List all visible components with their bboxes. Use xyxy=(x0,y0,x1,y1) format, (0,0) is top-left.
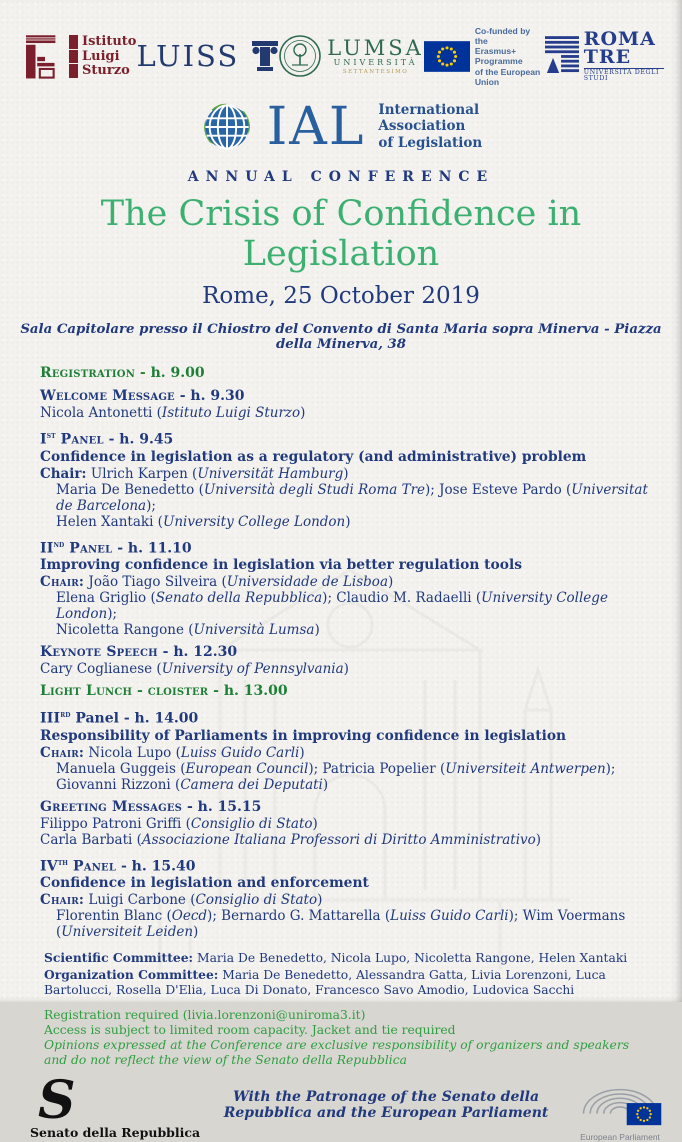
luiss-column-icon xyxy=(252,41,278,71)
sturzo-line-1: Istituto xyxy=(69,35,136,49)
speaker-line xyxy=(40,405,648,421)
speaker-line xyxy=(40,622,648,638)
text-segment: University College London xyxy=(56,590,608,623)
conference-title: The Crisis of Confidence in Legislation xyxy=(100,193,582,274)
text-segment: Keynote Speech xyxy=(40,644,158,661)
session-header xyxy=(40,854,648,876)
senato-monogram-icon: S xyxy=(38,1069,76,1131)
logo-lumsa xyxy=(278,34,424,78)
text-segment: ) xyxy=(535,831,542,848)
program-entry xyxy=(40,644,648,677)
ep-hemicycle-icon xyxy=(572,1079,668,1131)
ial-globe-icon xyxy=(200,100,254,154)
text-segment: ) xyxy=(312,815,318,832)
text-segment: Luiss Guido Carli xyxy=(180,744,300,761)
conference-venue: Sala Capitolare presso il Chiostro del Convento di Santa Maria sopra Minerva - Piazza della Minerva, 38 xyxy=(20,321,662,352)
ial-name-line-3: of Legislation xyxy=(378,135,483,152)
text-segment: Senato della Repubblica xyxy=(155,590,323,607)
senato-logo xyxy=(30,1069,201,1141)
eu-line-2: Erasmus+ Programme xyxy=(474,46,523,67)
program-entry xyxy=(40,427,648,530)
text-segment: Oecd xyxy=(171,908,208,925)
text-segment: ); xyxy=(146,497,156,514)
text-segment: th xyxy=(57,856,68,867)
text-segment: Helen Xantaki ( xyxy=(56,513,163,530)
lumsa-anniversary: SETTANTESIMO xyxy=(342,68,409,75)
lumsa-sub: UNIVERSITÀ xyxy=(333,58,418,68)
session-title: Responsibility of Parliaments in improving confidence in legislation xyxy=(40,727,567,744)
text-segment: ); xyxy=(605,760,616,777)
text-segment: rd xyxy=(60,709,71,720)
text-segment: Università Lumsa xyxy=(193,622,315,639)
text-segment: ); Patricia Popelier ( xyxy=(308,760,446,777)
program-entry xyxy=(40,536,648,639)
sturzo-label xyxy=(69,34,136,79)
sturzo-line-3: Sturzo xyxy=(69,64,136,78)
romatre-name-1: ROMA xyxy=(583,28,656,51)
text-segment: - xyxy=(132,683,148,700)
speaker-line xyxy=(40,574,648,590)
text-segment: - h. 9.45 xyxy=(103,431,174,448)
scientific-committee-line xyxy=(44,950,652,967)
text-segment: II xyxy=(40,540,54,557)
eu-flag-icon xyxy=(424,41,470,72)
session-header xyxy=(40,706,648,728)
session-header xyxy=(40,536,648,558)
notes xyxy=(44,1008,652,1068)
text-segment: Panel xyxy=(55,431,104,448)
session-header xyxy=(40,365,648,382)
text-segment: Greeting Messages xyxy=(40,798,183,815)
program-entry xyxy=(40,854,648,941)
text-segment: Registration xyxy=(40,364,136,381)
speaker-line xyxy=(40,661,648,677)
speaker-line xyxy=(40,514,648,530)
eu-cofunded-label xyxy=(475,26,545,87)
text-segment: Chair: xyxy=(40,744,85,761)
text-segment: - h. 9.30 xyxy=(174,387,245,404)
session-header xyxy=(40,644,648,661)
text-segment: Maria De Benedetto ( xyxy=(56,481,204,498)
text-segment: IV xyxy=(40,858,58,875)
text-segment: Chair: xyxy=(40,892,85,909)
text-segment: Consiglio di Stato xyxy=(195,892,318,909)
session-header xyxy=(40,683,648,700)
committees xyxy=(44,950,652,999)
program-entry xyxy=(40,706,648,793)
text-segment: ) xyxy=(343,465,349,482)
text-segment: University of Pennsylvania xyxy=(161,661,344,678)
ial-name-line-1: International xyxy=(378,101,480,118)
text-segment: Università degli Studi Roma Tre xyxy=(203,481,426,498)
text-segment: ) xyxy=(300,404,306,421)
text-segment: ) xyxy=(388,574,394,591)
ial-logo-block xyxy=(0,96,682,157)
text-segment: ) xyxy=(343,661,349,678)
session-header xyxy=(40,799,648,816)
session-title: Improving confidence in legislation via better regulation tools xyxy=(40,557,522,574)
text-segment: ); Wim Voermans ( xyxy=(56,908,626,941)
text-segment: Universiteit Leiden xyxy=(61,924,194,941)
speaker-line xyxy=(40,482,648,514)
text-segment: Filippo Patroni Griffi ( xyxy=(40,815,191,832)
text-segment: Welcome Message xyxy=(40,387,175,404)
lumsa-seal-icon xyxy=(278,34,322,78)
sturzo-line-2: Luigi xyxy=(69,50,136,64)
speaker-line xyxy=(40,816,648,832)
text-segment: Universidade de Lisboa xyxy=(226,574,388,591)
text-segment: ) xyxy=(193,924,199,941)
text-segment: Consiglio di Stato xyxy=(190,815,313,832)
text-segment: ) xyxy=(322,776,329,793)
patronage-text: With the Patronage of the Senato della Repubblica and the European Parliament xyxy=(223,1088,549,1121)
text-segment: Chair: xyxy=(40,574,85,591)
text-segment: Florentin Blanc ( xyxy=(56,908,172,925)
sturzo-mark-icon xyxy=(26,32,64,80)
program-entry xyxy=(40,799,648,848)
text-segment: ); Claudio M. Radaelli ( xyxy=(322,590,482,607)
text-segment: ) xyxy=(345,513,351,530)
text-segment: Luiss Guido Carli xyxy=(390,908,509,925)
text-segment: Giovanni Rizzoni ( xyxy=(56,776,181,793)
luiss-label: LUISS xyxy=(136,39,240,74)
text-segment: ) xyxy=(299,744,305,761)
ial-acronym: IAL xyxy=(266,96,366,157)
text-segment: ) xyxy=(314,622,320,639)
text-segment: - h. 15.40 xyxy=(116,858,196,875)
text-segment: I xyxy=(40,431,47,448)
text-segment: Associazione Italiana Professori di Diritto Amministrativo xyxy=(141,831,536,848)
text-segment: - h. 9.00 xyxy=(135,364,205,381)
logo-eu-cofunded xyxy=(424,26,545,87)
text-segment: Universiteit Antwerpen xyxy=(445,760,606,777)
text-segment: III xyxy=(40,710,61,727)
patronage-footer xyxy=(30,1069,668,1142)
eu-line-3: of the European Union xyxy=(474,66,541,87)
program-entry xyxy=(40,683,648,700)
text-segment: ) xyxy=(317,892,323,909)
text-segment: - h. 13.00 xyxy=(208,683,288,700)
ial-name-line-2: Association xyxy=(378,118,466,135)
disclaimer-note: Opinions expressed at the Conference are exclusive responsibility of organizers and speakers and do not reflect the view of the Senato della Repubblica xyxy=(44,1037,630,1067)
lumsa-label-block xyxy=(327,37,424,75)
romatre-name-2: TRE xyxy=(583,45,632,68)
text-segment: Carla Barbati ( xyxy=(40,831,142,848)
speaker-line xyxy=(40,777,648,793)
text-segment: Universitat de Barcelona xyxy=(56,481,648,514)
text-segment: Light Lunch xyxy=(40,683,133,700)
text-segment: Nicola Lupo ( xyxy=(84,744,181,761)
program xyxy=(40,365,648,941)
text-segment: cloister xyxy=(147,683,209,700)
logo-roma-tre xyxy=(545,28,664,82)
text-segment: ); xyxy=(107,606,118,623)
text-segment: ); Bernardo G. Mattarella ( xyxy=(207,908,391,925)
text-segment: Nicoletta Rangone ( xyxy=(56,622,194,639)
access-note: Access is subject to limited room capacity. Jacket and tie required xyxy=(44,1022,456,1037)
speaker-line xyxy=(40,832,648,848)
speaker-line xyxy=(40,590,648,622)
text-segment: João Tiago Silveira ( xyxy=(84,574,227,591)
speaker-line xyxy=(40,908,648,940)
speaker-line xyxy=(40,892,648,908)
text-segment: Camera dei Deputati xyxy=(180,776,323,793)
european-parliament-logo xyxy=(572,1079,668,1142)
organization-committee-label: Organization Committee: xyxy=(44,966,219,982)
text-segment: Panel xyxy=(70,710,119,727)
program-entry xyxy=(40,388,648,421)
scientific-committee-label: Scientific Committee: xyxy=(44,950,194,966)
logo-istituto-luigi-sturzo xyxy=(26,32,136,80)
senato-label: Senato della Repubblica xyxy=(30,1125,201,1141)
lumsa-name: LUMSA xyxy=(327,36,424,61)
text-segment: st xyxy=(46,429,56,440)
text-segment: - h. 11.10 xyxy=(112,540,192,557)
speaker-line xyxy=(40,466,648,482)
ial-full-name xyxy=(378,102,482,153)
text-segment: Cary Coglianese ( xyxy=(40,661,162,678)
session-title: Confidence in legislation as a regulatory (and administrative) problem xyxy=(40,448,587,465)
text-segment: University College London xyxy=(162,513,346,530)
ep-label: European Parliament xyxy=(580,1131,660,1142)
text-segment: nd xyxy=(53,538,65,549)
logo-luiss xyxy=(136,39,278,73)
text-segment: - h. 14.00 xyxy=(118,710,199,727)
speaker-line xyxy=(40,761,648,777)
eu-line-1: Co-funded by the xyxy=(474,26,531,47)
text-segment: Panel xyxy=(64,540,113,557)
text-segment: Istituto Luigi Sturzo xyxy=(161,404,301,421)
romatre-sub: UNIVERSITÀ DEGLI STUDI xyxy=(584,68,664,82)
text-segment: Panel xyxy=(67,858,117,875)
scientific-committee-members: Maria De Benedetto, Nicola Lupo, Nicoletta Rangone, Helen Xantaki xyxy=(193,951,628,966)
romatre-label-block xyxy=(583,28,664,82)
text-segment: European Council xyxy=(185,760,309,777)
speaker-line xyxy=(40,745,648,761)
annual-conference-kicker: ANNUAL CONFERENCE xyxy=(187,168,495,185)
registration-note: Registration required (livia.lorenzoni@uniroma3.it) xyxy=(44,1007,366,1022)
text-segment: Manuela Guggeis ( xyxy=(56,760,186,777)
text-segment: Universität Hamburg xyxy=(197,465,344,482)
program-entry xyxy=(40,365,648,382)
conference-date: Rome, 25 October 2019 xyxy=(202,282,480,309)
organization-committee-members: Maria De Benedetto, Alessandra Gatta, Livia Lorenzoni, Luca Bartolucci, Rosella D'Elia, Luca Di Donato, Francesco Savo Amodio, Ludovica Sacchi xyxy=(44,967,606,998)
text-segment: Chair: xyxy=(40,465,87,482)
partner-logo-row xyxy=(0,0,682,87)
session-header xyxy=(40,388,648,405)
organization-committee-line xyxy=(44,967,652,999)
text-segment: Ulrich Karpen ( xyxy=(86,465,198,482)
romatre-mark-icon xyxy=(545,36,579,76)
session-title: Confidence in legislation and enforcement xyxy=(40,875,369,892)
text-segment: Nicola Antonetti ( xyxy=(40,404,162,421)
text-segment: - h. 15.15 xyxy=(182,798,262,815)
text-segment: ); Jose Esteve Pardo ( xyxy=(425,481,572,498)
text-segment: Luigi Carbone ( xyxy=(84,892,196,909)
text-segment: - h. 12.30 xyxy=(157,644,238,661)
text-segment: Elena Griglio ( xyxy=(56,590,156,607)
session-header xyxy=(40,427,648,449)
